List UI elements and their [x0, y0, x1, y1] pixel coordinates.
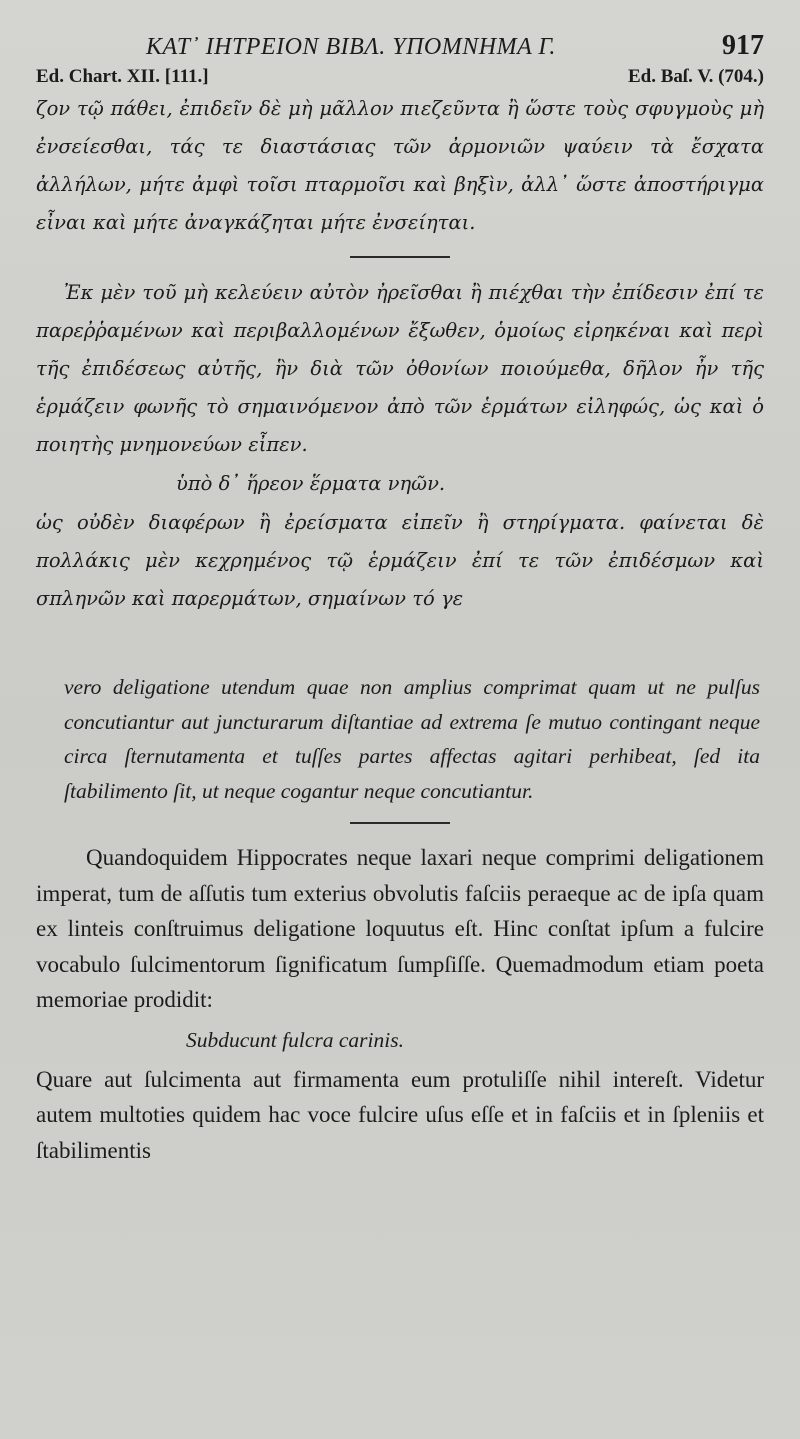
column-gap [36, 618, 764, 670]
greek-paragraph-3: ὡς οὐδὲν διαφέρων ἢ ἐρείσματα εἰπεῖν ἢ στηρίγματα. φαίνεται δὲ πολλάκις μὲν κεχρημένος τῷ ἑρμάζειν ἐπί τε τῶν ἐπιδέσμων καὶ σπληνῶν καὶ παρερμάτων, σημαίνων τό γε [36, 511, 764, 610]
latin-verse-quote: Subducunt fulcra carinis. [186, 1027, 404, 1052]
greek-paragraph-1: ζον τῷ πάθει, ἐπιδεῖν δὲ μὴ μᾶλλον πιεζεῦντα ἢ ὥστε τοὺς σφυγμοὺς μὴ ἐνσείεσθαι, τάς τε διαστάσιας τῶν ἀρμονιῶν ψαύειν τὰ ἔσχατα ἀλλήλων, μήτε ἀμφὶ τοῖσι πταρμοῖσι καὶ βηξὶν, ἀλλ᾽ ὥστε ἀποστήριγμα εἶναι καὶ μήτε ἀναγκάζηται μήτε ἐνσείηται. [36, 97, 764, 234]
latin-italic-paragraph: vero deligatione utendum quae non amplius comprimat quam ut ne pulſus concutiantur aut juncturarum diſtantiae ad extrema ſe mutuo contingant neque circa ſternutamenta et tuſſes partes affectas agitari perhibeat, ſed ita ſtabilimento ſit, ut neque cogantur neque concutiantur. [64, 675, 760, 803]
page-number: 917 [722, 30, 764, 61]
latin-paragraph-2: Quare aut ſulcimenta aut firmamenta eum protuliſſe nihil intereſt. Videtur autem multoties quidem hac voce fulcire uſus eſſe et in faſciis et in ſpleniis et ſtabilimentis [36, 1066, 764, 1163]
greek-paragraph-2: Ἐκ μὲν τοῦ μὴ κελεύειν αὐτὸν ἠρεῖσθαι ἢ πιέχθαι τὴν ἐπίδεσιν ἐπί τε παρεῤῥαμένων καὶ περιβαλλομένων ἔξωθεν, ὁμοίως εἰρηκέναι καὶ περὶ τῆς ἐπιδέσεως αὐτῆς, ἣν διὰ τῶν ὀθονίων ποιούμεθα, δῆλον ἦν τῆς ἑρμάζειν φωνῆς τὸ σημαινόμενον ἀπὸ τῶν ἑρμάτων εἰληφώς, ὡς καὶ ὁ ποιητὴς μνημονεύων εἶπεν. [36, 281, 764, 456]
running-title: ΚΑΤ᾽ ΙΗΤΡΕΙΟΝ ΒΙΒΛ. ΥΠΟΜΝΗΜΑ Γ. [146, 34, 556, 60]
page-header [36, 30, 764, 64]
latin-paragraph-1: Quandoquidem Hippocrates neque laxari neque comprimi deligationem imperat, tum de aſſutis tum exterius obvolutis faſciis peraeque ac de ipſa quam ex linteis conſtruimus deligatione loquutus eſt. Hinc conſtat ipſum a fulcire vocabulo ſulcimentorum ſignificatum ſumpſiſſe. Quemadmodum etiam poeta memoriae prodidit: [36, 845, 764, 1012]
section-divider [350, 256, 450, 258]
greek-verse-quote: ὑπὸ δ᾽ ἥρεον ἕρματα νηῶν. [176, 472, 446, 495]
section-divider-latin [350, 822, 450, 824]
edition-chart: Ed. Chart. XII. [111.] [36, 66, 209, 87]
edition-basel: Ed. Baſ. V. (704.) [627, 66, 764, 87]
edition-line [36, 64, 764, 90]
